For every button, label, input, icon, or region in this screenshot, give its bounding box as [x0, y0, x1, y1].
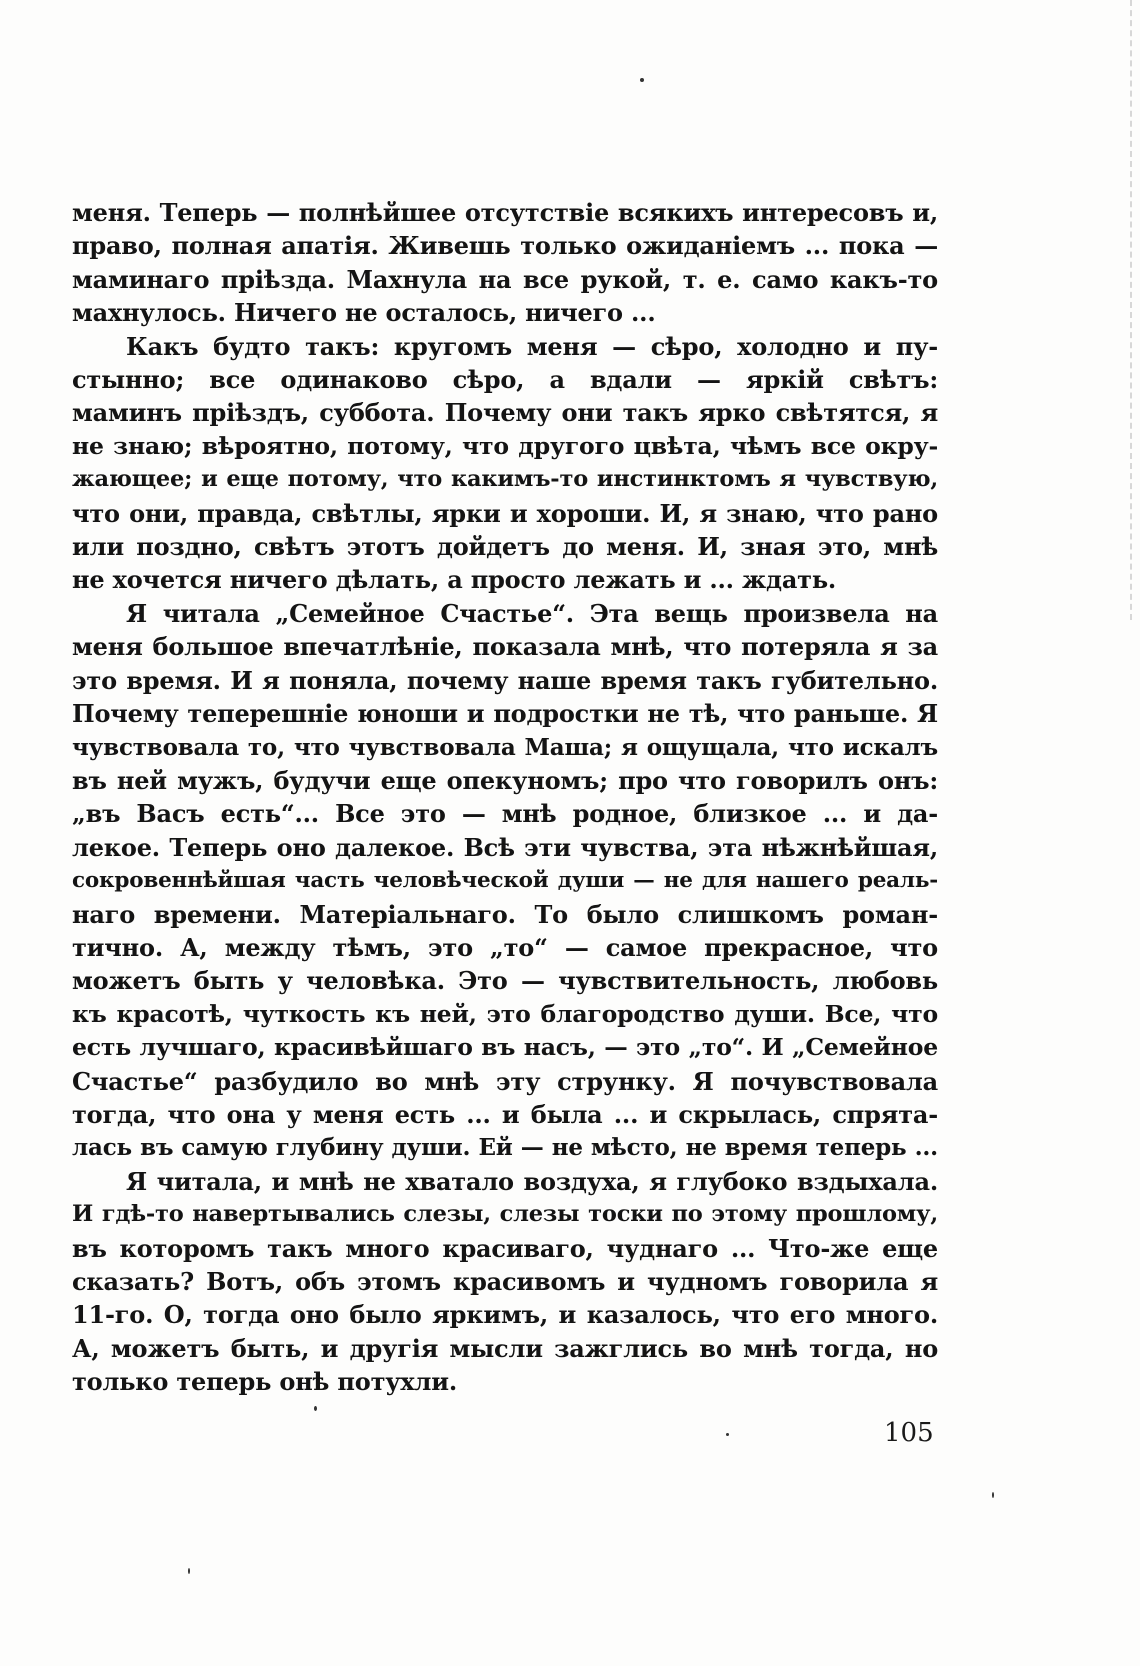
text-line: тогда, что она у меня есть ... и была ... и скрылась, спрята- — [72, 1099, 938, 1129]
paragraph-4 — [72, 1165, 938, 1399]
scan-speck — [188, 1568, 190, 1574]
text-line: стынно; все одинаково сѣро, а вдали — яркій свѣтъ: — [72, 365, 938, 395]
text-line: махнулось. Ничего не осталось, ничего ... — [72, 298, 656, 328]
text-line: А, можетъ быть, и другія мысли зажглись во мнѣ тогда, но — [72, 1333, 938, 1363]
paragraph-3 — [72, 597, 938, 1165]
text-line: 11-го. О, тогда оно было яркимъ, и казалось, что его много. — [72, 1300, 938, 1330]
text-line: меня большое впечатлѣніе, показала мнѣ, что потеряла я за — [72, 632, 938, 662]
scan-speck — [992, 1492, 994, 1498]
text-line: лекое. Теперь оно далекое. Всѣ эти чувства, эта нѣжнѣйшая, — [72, 832, 938, 862]
text-line: лась въ самую глубину души. Ей — не мѣсто, не время теперь ... — [72, 1134, 938, 1162]
page-number: 105 — [884, 1418, 934, 1448]
text-line: тично. А, между тѣмъ, это „то“ — самое прекрасное, что — [72, 932, 938, 962]
text-line: въ ней мужъ, будучи еще опекуномъ; про что говорилъ онъ: — [72, 765, 938, 795]
text-line: Я читала, и мнѣ не хватало воздуха, я глубоко вздыхала. — [126, 1166, 938, 1196]
text-line: Я читала „Семейное Счастье“. Эта вещь произвела на — [126, 598, 938, 628]
text-line: наго времени. Матеріальнаго. То было слишкомъ роман- — [72, 899, 938, 929]
body-text — [72, 196, 938, 1399]
paragraph-1 — [72, 196, 938, 330]
text-line: маминъ пріѣздъ, суббота. Почему они такъ ярко свѣтятся, я — [72, 398, 938, 428]
text-line: сказать? Вотъ, объ этомъ красивомъ и чудномъ говорила я — [72, 1267, 938, 1296]
scan-speck — [314, 1406, 317, 1411]
text-line: чувствовала то, что чувствовала Маша; я ощущала, что искалъ — [72, 733, 938, 761]
text-line: это время. И я поняла, почему наше время такъ губительно. — [72, 665, 938, 695]
text-line: Почему теперешніе юноши и подростки не тѣ, что раньше. Я — [72, 699, 938, 729]
text-line: или поздно, свѣтъ этотъ дойдетъ до меня. И, зная это, мнѣ — [72, 532, 938, 562]
text-line: къ красотѣ, чуткость къ ней, это благородство души. Все, что — [72, 999, 938, 1028]
paragraph-2 — [72, 330, 938, 597]
text-line: меня. Теперь — полнѣйшее отсутствіе всякихъ интересовъ и, — [72, 198, 938, 227]
text-line: жающее; и еще потому, что какимъ-то инстинктомъ я чувствую, — [72, 466, 938, 493]
text-line: только теперь онѣ потухли. — [72, 1367, 457, 1397]
text-line: И гдѣ-то навертывались слезы, слезы тоски по этому прошлому, — [72, 1201, 938, 1228]
text-line: право, полная апатія. Живешь только ожиданіемъ ... пока — — [72, 231, 938, 261]
scan-speck — [726, 1433, 729, 1436]
text-line: Какъ будто такъ: кругомъ меня — сѣро, холодно и пу- — [126, 331, 938, 361]
text-line: сокровеннѣйшая часть человѣческой души — не для нашего реаль- — [72, 868, 938, 894]
text-line: что они, правда, свѣтлы, ярки и хороши. И, я знаю, что рано — [72, 498, 938, 528]
text-line: маминаго пріѣзда. Махнула на все рукой, т. е. само какъ-то — [72, 264, 938, 294]
text-line: не хочется ничего дѣлать, а просто лежать и ... ждать. — [72, 565, 837, 595]
text-line: не знаю; вѣроятно, потому, что другого цвѣта, чѣмъ все окру- — [72, 431, 938, 460]
page-edge-scan-mark — [1124, 0, 1132, 620]
text-line: Счастье“ разбудило во мнѣ эту струнку. Я почувствовала — [72, 1066, 938, 1096]
scan-speck — [640, 78, 644, 82]
text-line: „въ Васъ есть“... Все это — мнѣ родное, близкое ... и да- — [72, 799, 938, 829]
text-line: въ которомъ такъ много красиваго, чуднаго ... Что-же еще — [72, 1233, 938, 1263]
text-line: есть лучшаго, красивѣйшаго въ насъ, — это „то“. И „Семейное — [72, 1033, 938, 1062]
text-line: можетъ быть у человѣка. Это — чувствительность, любовь — [72, 966, 938, 996]
